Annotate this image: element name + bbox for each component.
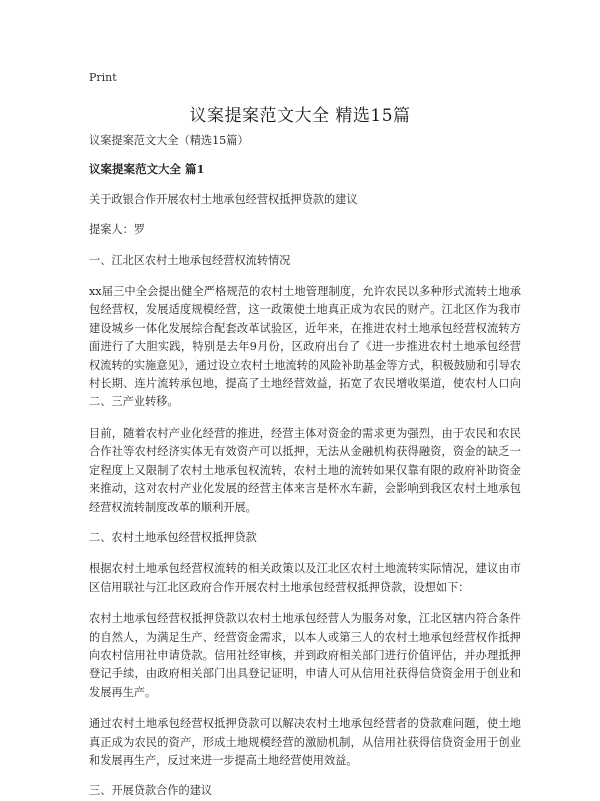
document-subtitle: 议案提案范文大全（精选15篇） bbox=[89, 134, 249, 147]
body-paragraph: xx届三中全会提出健全严格规范的农村土地管理制度，允许农民以多种形式流转土地承包经营权，发展适度规模经营，这一政策使土地真正成为农民的财产。江北区作为我市建设城乡一体化发展综合配套改革试验区，近年来，在推进农村土地承包经营权流转方面进行了大胆实践，特别是去年9月份，区政府出台了《进一步推进农村土地承包经营权流转的实施意见》，通过设立农村土地流转的风险补助基金等方式，积极鼓励和引导农村长期、连片流转承包地，提高了土地经营效益，拓宽了农民增收渠道，使农村人口向二、三产业转移。 bbox=[89, 285, 521, 409]
document-body bbox=[89, 132, 521, 801]
body-paragraph: 通过农村土地承包经营权抵押贷款可以解决农村土地承包经营者的贷款难问题，使土地真正成为农民的资产，形成土地规模经营的激励机制，从信用社获得信贷资金用于创业和发展再生产，反过来进一步提高土地经营使用效益。 bbox=[89, 717, 521, 767]
section-1-heading: 一、江北区农村土地承包经营权流转情况 bbox=[89, 253, 291, 267]
section-heading: 议案提案范文大全 篇1 bbox=[89, 162, 205, 177]
section-2-heading: 二、农村土地承包经营权抵押贷款 bbox=[89, 530, 257, 544]
body-paragraph: 根据农村土地承包经营权流转的相关政策以及江北区农村土地流转实际情况，建议由市区信用联社与江北区政府合作开展农村土地承包经营权抵押贷款，设想如下： bbox=[89, 562, 521, 594]
print-link[interactable]: Print bbox=[89, 71, 117, 84]
body-paragraph: 目前，随着农村产业化经营的推进，经营主体对资金的需求更为强烈，由于农民和农民合作社等农村经济实体无有效资产可以抵押，无法从金融机构获得融资，资金的缺乏一定程度上又限制了农村土地承包权流转，农村土地的流转如果仅靠有限的政府补助资金来推动，这对农村产业化发展的经营主体来言是杯水车薪，会影响到我区农村土地承包经营权流转制度改革的顺利开展。 bbox=[89, 426, 521, 514]
proposer-line: 提案人：罗 bbox=[89, 223, 145, 237]
proposal-title: 关于政银合作开展农村土地承包经营权抵押贷款的建议 bbox=[89, 192, 358, 206]
section-3-heading: 三、开展贷款合作的建议 bbox=[89, 784, 213, 798]
body-paragraph: 农村土地承包经营权抵押贷款以农村土地承包经营人为服务对象，江北区辖内符合条件的自然人，为满足生产、经营资金需求，以本人或第三人的农村土地承包经营权作抵押向农村信用社申请贷款。信用社经审核，并到政府相关部门进行价值评估，并办理抵押登记手续，由政府相关部门出具登记证明，申请人可从信用社获得信贷资金用于创业和发展再生产。 bbox=[89, 612, 521, 699]
document-title: 议案提案范文大全 精选15篇 bbox=[189, 106, 411, 126]
